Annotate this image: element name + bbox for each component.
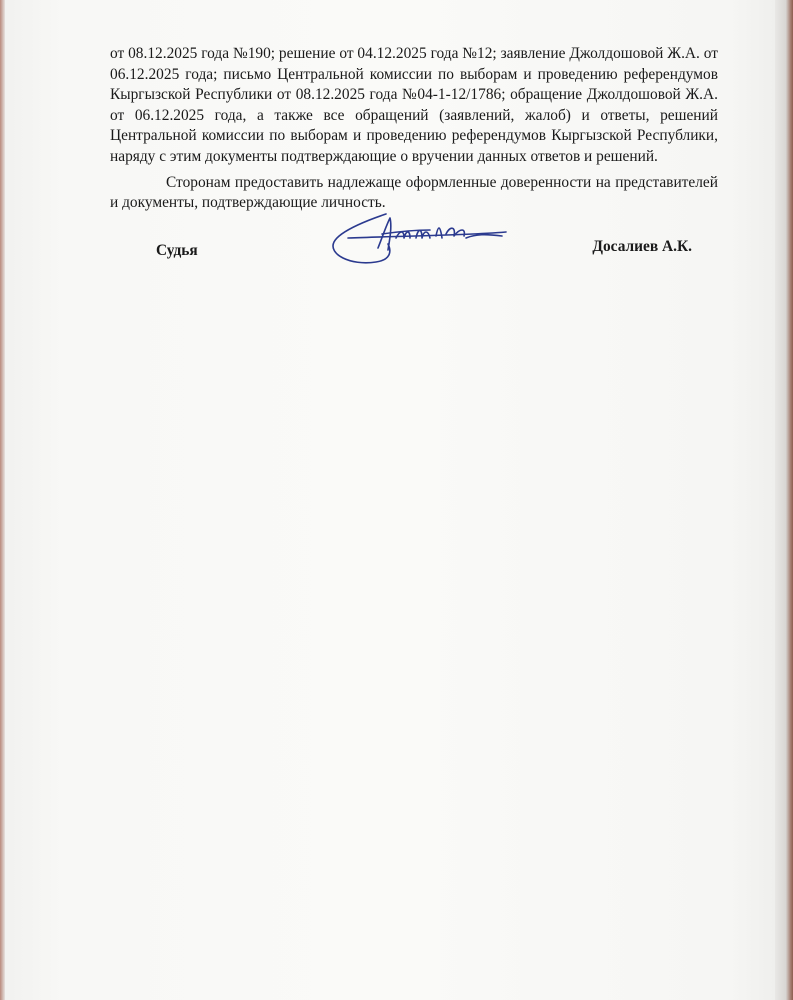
- signature-row: [110, 238, 718, 272]
- page-right-edge: [775, 0, 793, 1000]
- paragraph-power-of-attorney: Сторонам предоставить надлежаще оформленные доверенности на представителей и документы, подтверждающие личность.: [110, 173, 718, 212]
- paragraph-documents-list: от 08.12.2025 года №190; решение от 04.12.2025 года №12; заявление Джолдошовой Ж.А. от 06.12.2025 года; письмо Центральной комиссии по выборам и проведению референдумов Кыргызской Республики от 08.12.2025 года №04-1-12/1786; обращение Джолдошовой Ж.А. от 06.12.2025 года, а также все обращений (заявлений, жалоб) и ответы, решений Центральной комиссии по выборам и проведению референдумов Кыргызской Республики, наряду с этим документы подтверждающие о вручении данных ответов и решений.: [110, 45, 718, 165]
- document-body: [110, 44, 718, 214]
- page-left-edge: [0, 0, 5, 1000]
- judge-name: Досалиев А.К.: [592, 238, 692, 255]
- judge-label: Судья: [156, 242, 198, 259]
